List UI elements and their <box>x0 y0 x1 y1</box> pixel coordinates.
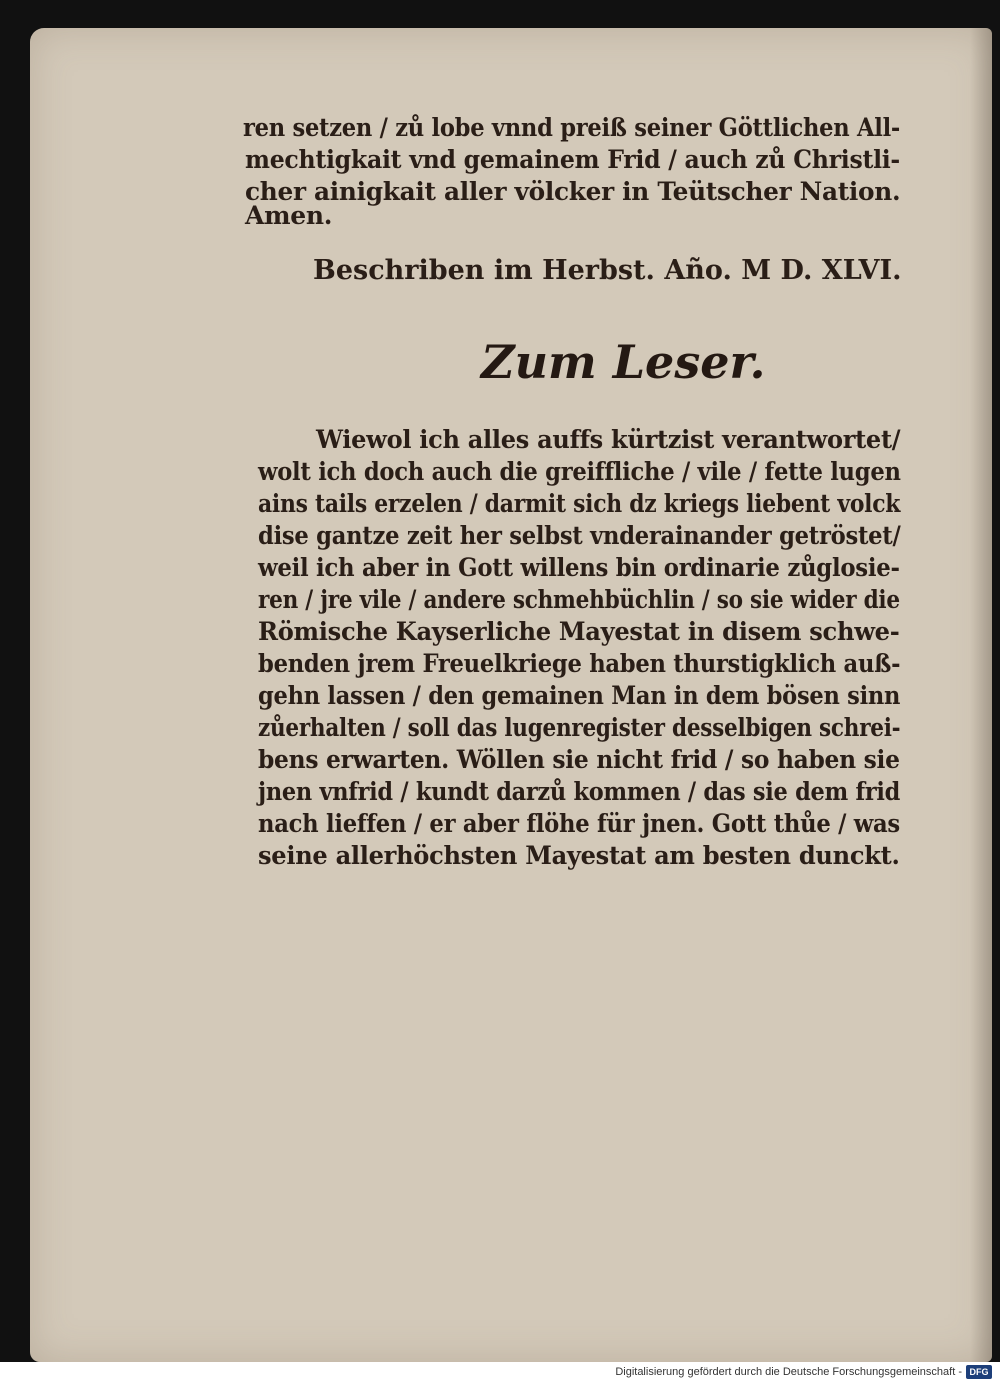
body-line-3: ains tails erzelen / darmit sich dz kriegs liebent volck <box>258 489 901 518</box>
body-line-1: Wiewol ich alles auffs kürtzist verantwortet/ <box>316 425 901 454</box>
footer-bar <box>0 1362 1000 1383</box>
body-line-9: gehn lassen / den gemainen Man in dem bösen sinn <box>258 681 901 710</box>
body-line-7: Römische Kayserliche Mayestat in disem schwe- <box>258 617 900 646</box>
section-heading: Zum Leser. <box>481 335 766 389</box>
page-edge-shadow <box>970 28 992 1362</box>
top-line-4: Amen. <box>245 201 333 230</box>
body-line-10: zůerhalten / soll das lugenregister desselbigen schrei- <box>258 713 901 742</box>
body-line-14: seine allerhöchsten Mayestat am besten dunckt. <box>258 841 900 870</box>
top-line-1: ren setzen / zů lobe vnnd preiß seiner Göttlichen All- <box>243 113 900 142</box>
dfg-logo: DFG <box>966 1365 992 1379</box>
body-line-2: wolt ich doch auch die greiffliche / vile / fette lugen <box>258 457 901 486</box>
top-line-3: cher ainigkait aller völcker in Teütscher Nation. <box>245 177 901 206</box>
body-line-4: dise gantze zeit her selbst vnderainander getröstet/ <box>258 521 901 550</box>
funding-credit: Digitalisierung gefördert durch die Deutsche Forschungsgemeinschaft - <box>615 1366 962 1378</box>
top-line-2: mechtigkait vnd gemainem Frid / auch zů Christli- <box>245 145 900 174</box>
body-line-6: ren / jre vile / andere schmehbüchlin / so sie wider die <box>258 585 900 614</box>
date-line: Beschriben im Herbst. Año. M D. XLVI. <box>313 255 902 286</box>
body-line-11: bens erwarten. Wöllen sie nicht frid / so haben sie <box>258 745 900 774</box>
body-line-12: jnen vnfrid / kundt darzů kommen / das sie dem frid <box>258 777 901 806</box>
body-line-13: nach lieffen / er aber flöhe für jnen. Gott thůe / was <box>258 809 900 838</box>
body-line-5: weil ich aber in Gott willens bin ordinarie zůglosie- <box>258 553 900 582</box>
body-line-8: benden jrem Freuelkriege haben thurstigklich auß- <box>258 649 901 678</box>
